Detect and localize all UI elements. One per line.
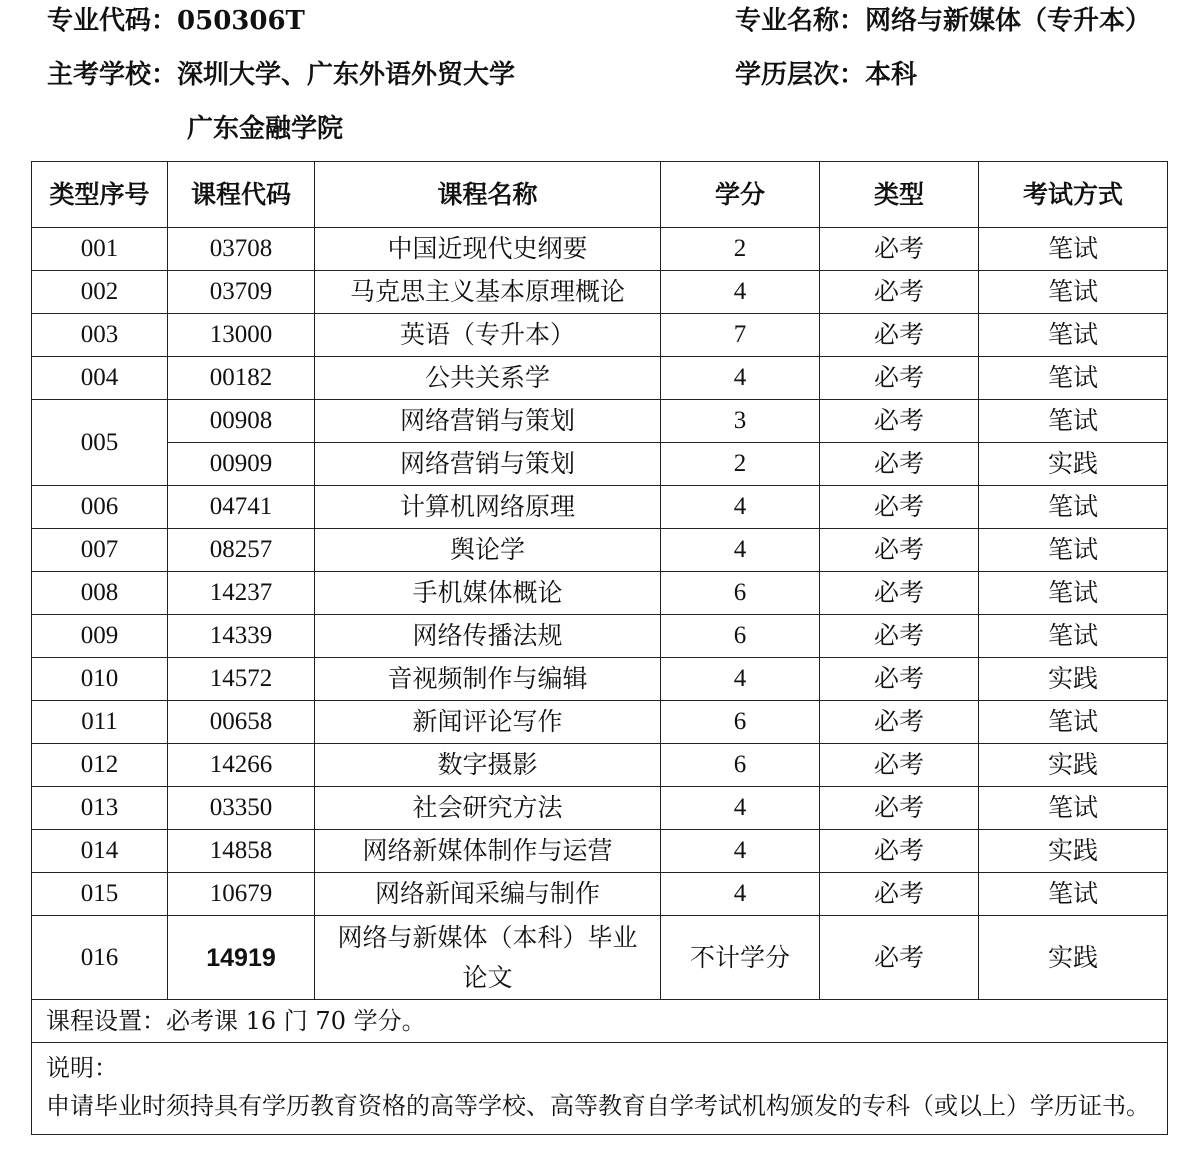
level-line bbox=[735, 54, 917, 91]
major-code-line bbox=[47, 0, 305, 37]
cell-type: 必考 bbox=[820, 314, 979, 357]
col-header-type: 类型 bbox=[820, 162, 979, 228]
cell-type: 必考 bbox=[820, 443, 979, 486]
col-header-credit: 学分 bbox=[661, 162, 820, 228]
col-header-code: 课程代码 bbox=[168, 162, 315, 228]
level-value: 本科 bbox=[865, 60, 918, 90]
cell-name: 网络新闻采编与制作 bbox=[315, 873, 661, 916]
cell-exam: 实践 bbox=[979, 658, 1168, 701]
major-name-label: 专业名称： bbox=[735, 6, 866, 36]
cell-seq: 003 bbox=[32, 314, 168, 357]
cell-code: 14572 bbox=[168, 658, 315, 701]
cell-name: 计算机网络原理 bbox=[315, 486, 661, 529]
cell-code: 04741 bbox=[168, 486, 315, 529]
school-value-line2: 广东金融学院 bbox=[187, 114, 344, 144]
cell-credit: 4 bbox=[661, 271, 820, 314]
cell-name: 新闻评论写作 bbox=[315, 701, 661, 744]
cell-credit: 4 bbox=[661, 486, 820, 529]
col-header-seq: 类型序号 bbox=[32, 162, 168, 228]
cell-seq-merged: 005 bbox=[32, 400, 168, 486]
cell-code: 08257 bbox=[168, 529, 315, 572]
cell-name bbox=[315, 916, 661, 1000]
cell-exam: 笔试 bbox=[979, 271, 1168, 314]
cell-name: 手机媒体概论 bbox=[315, 572, 661, 615]
cell-type: 必考 bbox=[820, 228, 979, 271]
col-header-exam: 考试方式 bbox=[979, 162, 1168, 228]
cell-credit: 6 bbox=[661, 615, 820, 658]
cell-credit: 7 bbox=[661, 314, 820, 357]
cell-credit: 4 bbox=[661, 787, 820, 830]
cell-code: 14237 bbox=[168, 572, 315, 615]
table-row bbox=[32, 443, 1168, 486]
course-setting-row bbox=[32, 1000, 1168, 1043]
note-row bbox=[32, 1043, 1168, 1135]
major-name-value: 网络与新媒体（专升本） bbox=[865, 6, 1152, 36]
cell-credit: 4 bbox=[661, 873, 820, 916]
table-row bbox=[32, 572, 1168, 615]
cell-credit: 4 bbox=[661, 830, 820, 873]
table-row bbox=[32, 400, 1168, 443]
table-row bbox=[32, 529, 1168, 572]
cell-name: 网络营销与策划 bbox=[315, 443, 661, 486]
col-header-name: 课程名称 bbox=[315, 162, 661, 228]
cell-name: 网络新媒体制作与运营 bbox=[315, 830, 661, 873]
cell-code: 00908 bbox=[168, 400, 315, 443]
cell-name: 网络传播法规 bbox=[315, 615, 661, 658]
cell-seq: 008 bbox=[32, 572, 168, 615]
cell-credit: 不计学分 bbox=[661, 916, 820, 1000]
cell-exam: 笔试 bbox=[979, 701, 1168, 744]
cell-credit: 4 bbox=[661, 529, 820, 572]
course-table bbox=[31, 161, 1168, 1135]
note-cell bbox=[32, 1043, 1168, 1135]
table-row bbox=[32, 916, 1168, 1000]
major-code-label: 专业代码： bbox=[47, 6, 178, 36]
cell-seq: 015 bbox=[32, 873, 168, 916]
cell-name: 音视频制作与编辑 bbox=[315, 658, 661, 701]
cell-credit: 2 bbox=[661, 228, 820, 271]
cell-exam: 笔试 bbox=[979, 787, 1168, 830]
cell-code: 03708 bbox=[168, 228, 315, 271]
cell-code: 14266 bbox=[168, 744, 315, 787]
major-name-line bbox=[735, 0, 1151, 37]
table-row bbox=[32, 658, 1168, 701]
cell-name: 网络营销与策划 bbox=[315, 400, 661, 443]
school-label: 主考学校： bbox=[47, 60, 178, 90]
cell-code: 00658 bbox=[168, 701, 315, 744]
cell-type: 必考 bbox=[820, 529, 979, 572]
cell-seq: 004 bbox=[32, 357, 168, 400]
cell-credit: 6 bbox=[661, 572, 820, 615]
cell-name: 英语（专升本） bbox=[315, 314, 661, 357]
table-row bbox=[32, 873, 1168, 916]
cell-exam: 笔试 bbox=[979, 529, 1168, 572]
school-value-line1: 深圳大学、广东外语外贸大学 bbox=[177, 60, 516, 90]
table-row bbox=[32, 314, 1168, 357]
cell-credit: 4 bbox=[661, 658, 820, 701]
cell-seq: 009 bbox=[32, 615, 168, 658]
table-row bbox=[32, 701, 1168, 744]
cell-seq: 010 bbox=[32, 658, 168, 701]
cell-seq: 013 bbox=[32, 787, 168, 830]
cell-type: 必考 bbox=[820, 830, 979, 873]
cell-seq: 002 bbox=[32, 271, 168, 314]
level-label: 学历层次： bbox=[735, 60, 866, 90]
cell-code: 14339 bbox=[168, 615, 315, 658]
cell-credit: 3 bbox=[661, 400, 820, 443]
cell-type: 必考 bbox=[820, 615, 979, 658]
cell-code: 14858 bbox=[168, 830, 315, 873]
cell-name: 数字摄影 bbox=[315, 744, 661, 787]
cell-type: 必考 bbox=[820, 744, 979, 787]
cell-seq: 001 bbox=[32, 228, 168, 271]
cell-name: 公共关系学 bbox=[315, 357, 661, 400]
cell-seq: 016 bbox=[32, 916, 168, 1000]
cell-exam: 笔试 bbox=[979, 486, 1168, 529]
cell-type: 必考 bbox=[820, 916, 979, 1000]
cell-type: 必考 bbox=[820, 701, 979, 744]
cell-code: 03350 bbox=[168, 787, 315, 830]
cell-type: 必考 bbox=[820, 271, 979, 314]
cell-code: 13000 bbox=[168, 314, 315, 357]
table-row bbox=[32, 615, 1168, 658]
table-row bbox=[32, 486, 1168, 529]
cell-seq: 011 bbox=[32, 701, 168, 744]
cell-exam: 笔试 bbox=[979, 357, 1168, 400]
cell-credit: 4 bbox=[661, 357, 820, 400]
cell-name-line2: 论文 bbox=[462, 962, 513, 992]
cell-name: 马克思主义基本原理概论 bbox=[315, 271, 661, 314]
major-code-value: 050306T bbox=[177, 6, 305, 36]
cell-exam: 笔试 bbox=[979, 572, 1168, 615]
table-row bbox=[32, 787, 1168, 830]
cell-code: 14919 bbox=[168, 916, 315, 1000]
table-row bbox=[32, 357, 1168, 400]
cell-credit: 2 bbox=[661, 443, 820, 486]
cell-exam: 实践 bbox=[979, 443, 1168, 486]
cell-credit: 6 bbox=[661, 701, 820, 744]
school-line bbox=[47, 54, 515, 91]
cell-name: 中国近现代史纲要 bbox=[315, 228, 661, 271]
cell-code: 03709 bbox=[168, 271, 315, 314]
note-text: 申请毕业时须持具有学历教育资格的高等学校、高等教育自学考试机构颁发的专科（或以上）学历证书。 bbox=[46, 1092, 1150, 1121]
cell-type: 必考 bbox=[820, 486, 979, 529]
table-row bbox=[32, 830, 1168, 873]
cell-type: 必考 bbox=[820, 787, 979, 830]
cell-type: 必考 bbox=[820, 357, 979, 400]
note-title: 说明： bbox=[46, 1054, 118, 1082]
table-header-row bbox=[32, 162, 1168, 228]
cell-name: 舆论学 bbox=[315, 529, 661, 572]
cell-exam: 笔试 bbox=[979, 873, 1168, 916]
cell-exam: 笔试 bbox=[979, 400, 1168, 443]
cell-seq: 006 bbox=[32, 486, 168, 529]
cell-code: 10679 bbox=[168, 873, 315, 916]
cell-credit: 6 bbox=[661, 744, 820, 787]
cell-exam: 实践 bbox=[979, 916, 1168, 1000]
table-row bbox=[32, 271, 1168, 314]
cell-exam: 笔试 bbox=[979, 615, 1168, 658]
cell-type: 必考 bbox=[820, 658, 979, 701]
cell-type: 必考 bbox=[820, 572, 979, 615]
cell-type: 必考 bbox=[820, 873, 979, 916]
cell-exam: 笔试 bbox=[979, 228, 1168, 271]
cell-type: 必考 bbox=[820, 400, 979, 443]
course-setting-text: 课程设置：必考课 16 门 70 学分。 bbox=[32, 1000, 1168, 1043]
cell-code: 00182 bbox=[168, 357, 315, 400]
cell-seq: 012 bbox=[32, 744, 168, 787]
cell-code: 00909 bbox=[168, 443, 315, 486]
cell-exam: 实践 bbox=[979, 744, 1168, 787]
cell-seq: 007 bbox=[32, 529, 168, 572]
cell-exam: 笔试 bbox=[979, 314, 1168, 357]
cell-exam: 实践 bbox=[979, 830, 1168, 873]
cell-name: 社会研究方法 bbox=[315, 787, 661, 830]
table-row bbox=[32, 228, 1168, 271]
cell-name-line1: 网络与新媒体（本科）毕业 bbox=[337, 922, 638, 952]
table-row bbox=[32, 744, 1168, 787]
cell-seq: 014 bbox=[32, 830, 168, 873]
